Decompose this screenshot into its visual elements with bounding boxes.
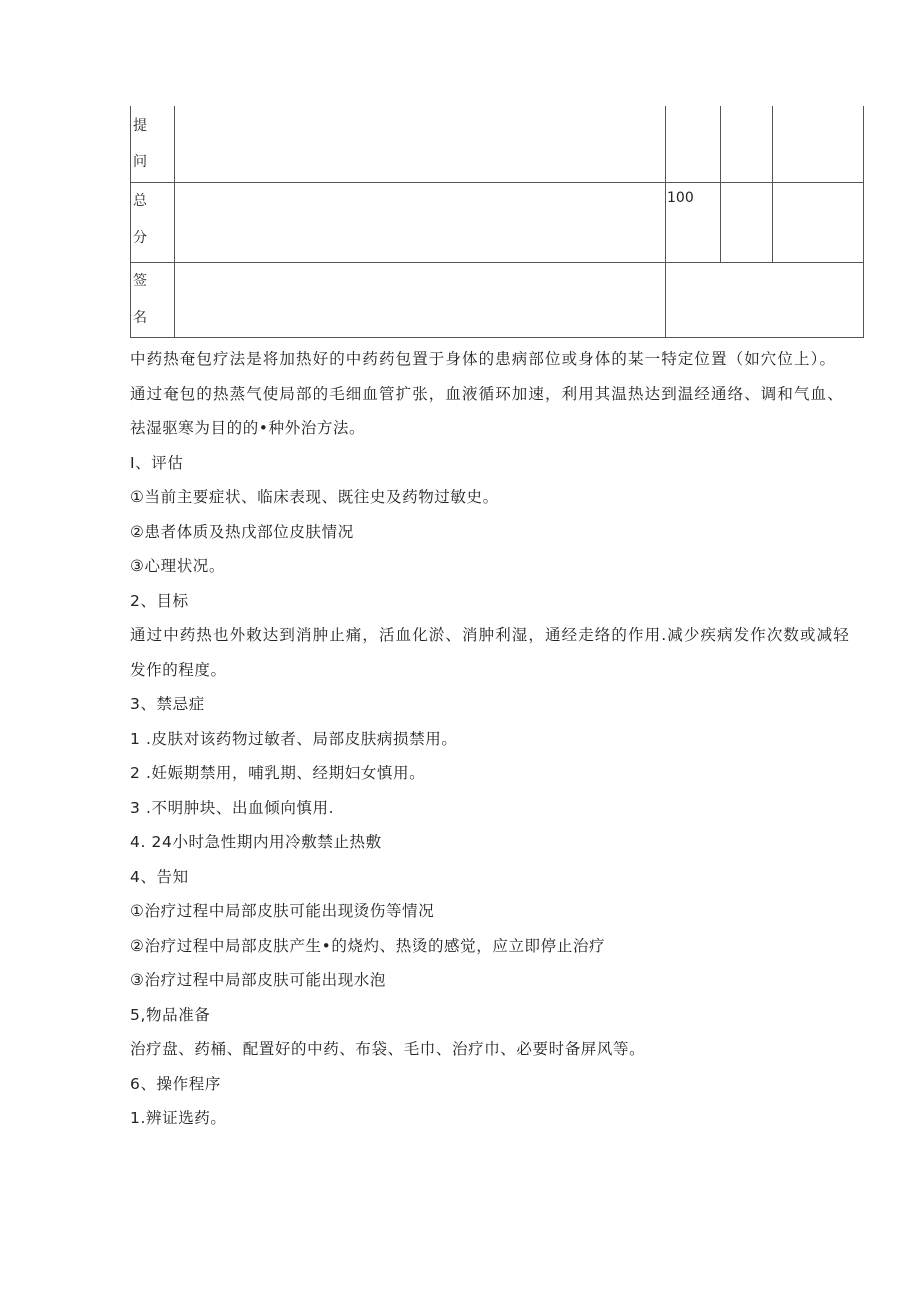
label-char: 总 bbox=[133, 193, 147, 209]
total-score: 100 bbox=[666, 183, 721, 263]
table-row-question bbox=[131, 106, 864, 183]
heading-goal: 2、目标 bbox=[130, 591, 189, 610]
heading-notice: 4、告知 bbox=[130, 867, 189, 886]
paragraph-intro-1: 中药热奄包疗法是将加热好的中药药包置于身体的患病部位或身体的某一特定位置（如穴位上）。 bbox=[130, 350, 837, 368]
paragraph-intro-3: 祛湿驱寒为目的的•种外治方法。 bbox=[130, 419, 366, 437]
content-cell bbox=[175, 106, 666, 183]
paragraph-goal-2: 发作的程度。 bbox=[130, 660, 227, 679]
label-char: 分 bbox=[133, 230, 147, 246]
label-char: 签 bbox=[133, 273, 147, 289]
label-char: 名 bbox=[133, 310, 147, 326]
list-item: ②治疗过程中局部皮肤产生•的烧灼、热烫的感觉，应立即停止治疗 bbox=[130, 936, 606, 955]
heading-assessment: I、评估 bbox=[130, 453, 184, 472]
table-row-signature bbox=[131, 263, 864, 338]
list-item: 1.辨证选药。 bbox=[130, 1109, 227, 1127]
document-body bbox=[130, 342, 870, 1136]
list-item: ①当前主要症状、临床表现、既往史及药物过敏史。 bbox=[130, 488, 499, 506]
heading-supplies: 5,物品准备 bbox=[130, 1005, 211, 1024]
deduct-cell bbox=[721, 106, 773, 183]
table-row-total bbox=[131, 183, 864, 263]
paragraph-intro-2: 通过奄包的热蒸气使局部的毛细血管扩张，血液循环加速，利用其温热达到温经通络、调和气血、 bbox=[130, 384, 844, 403]
paragraph-supplies: 治疗盘、药桶、配置好的中药、布袋、毛巾、治疗巾、必要时备屏风等。 bbox=[130, 1040, 646, 1058]
list-item: ①治疗过程中局部皮肤可能出现烫伤等情况 bbox=[130, 902, 435, 920]
heading-contraindications: 3、禁忌症 bbox=[130, 695, 205, 713]
heading-procedure: 6、操作程序 bbox=[130, 1074, 221, 1093]
list-item: ③治疗过程中局部皮肤可能出现水泡 bbox=[130, 971, 386, 989]
signature-cell bbox=[666, 263, 864, 338]
list-item: 2 .妊娠期禁用，哺乳期、经期妇女慎用。 bbox=[130, 764, 426, 782]
content-cell bbox=[175, 263, 666, 338]
list-item: ②患者体质及热戊部位皮肤情况 bbox=[130, 522, 354, 541]
list-item: 3 .不明肿块、出血倾向慎用. bbox=[130, 798, 335, 817]
deduct-cell bbox=[721, 183, 773, 263]
remark-cell bbox=[773, 183, 864, 263]
row-label-signature bbox=[131, 263, 175, 338]
label-char: 提 bbox=[133, 118, 147, 134]
remark-cell bbox=[773, 106, 864, 183]
score-table bbox=[130, 106, 864, 338]
row-label-total bbox=[131, 183, 175, 263]
score-cell bbox=[666, 106, 721, 183]
paragraph-goal-1: 通过中药热也外敕达到消肿止痛，活血化淤、消肿利湿，通经走络的作用.减少疾病发作次数或减轻 bbox=[130, 626, 850, 644]
row-label-question bbox=[131, 106, 175, 183]
label-char: 问 bbox=[133, 154, 147, 170]
content-cell bbox=[175, 183, 666, 263]
list-item: 4. 24小时急性期内用冷敷禁止热敷 bbox=[130, 833, 382, 851]
list-item: 1 .皮肤对该药物过敏者、局部皮肤病损禁用。 bbox=[130, 729, 458, 748]
list-item: ③心理状况。 bbox=[130, 557, 225, 575]
